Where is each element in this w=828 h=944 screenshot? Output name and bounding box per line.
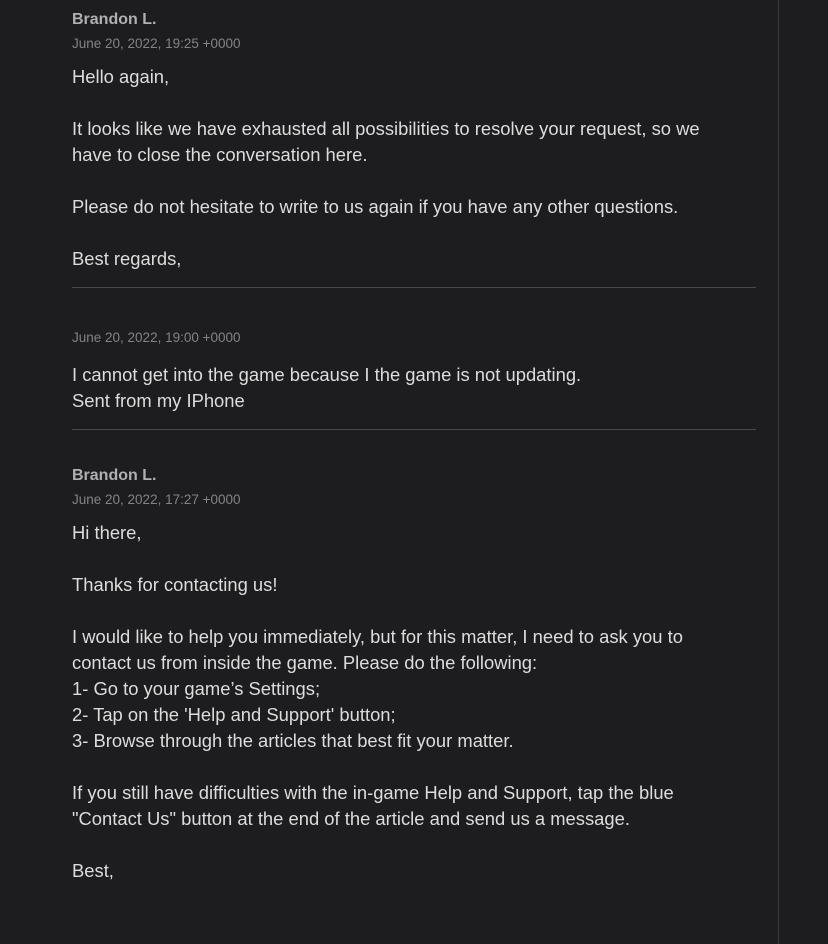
message-line: "Contact Us" button at the end of the article and send us a message.	[72, 808, 630, 829]
message-timestamp: June 20, 2022, 19:25 +0000	[72, 36, 241, 51]
message-timestamp: June 20, 2022, 17:27 +0000	[72, 492, 241, 507]
message-line: I cannot get into the game because I the game is not updating.	[72, 364, 582, 385]
message-paragraph	[72, 858, 756, 884]
message-line: contact us from inside the game. Please do the following:	[72, 652, 538, 673]
message-line: 3- Browse through the articles that best fit your matter.	[72, 730, 514, 751]
message-line: Please do not hesitate to write to us again if you have any other questions.	[72, 196, 679, 217]
message-paragraph	[72, 246, 756, 272]
message-paragraph	[72, 362, 756, 414]
message-item	[72, 0, 756, 272]
message-body	[72, 64, 756, 272]
message-body	[72, 520, 756, 884]
message-author: Brandon L.	[72, 467, 157, 484]
message-timestamp: June 20, 2022, 19:00 +0000	[72, 330, 241, 345]
message-thread	[72, 0, 756, 884]
message-line: have to close the conversation here.	[72, 144, 368, 165]
message-line: Hi there,	[72, 522, 142, 543]
message-line: I would like to help you immediately, but for this matter, I need to ask you to	[72, 626, 683, 647]
message-item	[72, 288, 756, 414]
message-paragraph	[72, 572, 756, 598]
message-line: Best regards,	[72, 248, 182, 269]
message-line: It looks like we have exhausted all possibilities to resolve your request, so we	[72, 118, 700, 139]
message-paragraph	[72, 64, 756, 90]
message-body	[72, 362, 756, 414]
message-paragraph	[72, 520, 756, 546]
message-line: Thanks for contacting us!	[72, 574, 278, 595]
message-item	[72, 430, 756, 884]
message-author: Brandon L.	[72, 11, 157, 28]
message-line: Best,	[72, 860, 114, 881]
message-line: 1- Go to your game’s Settings;	[72, 678, 321, 699]
message-paragraph	[72, 624, 756, 754]
message-line: Hello again,	[72, 66, 170, 87]
message-line: If you still have difficulties with the in-game Help and Support, tap the blue	[72, 782, 674, 803]
message-line: 2- Tap on the 'Help and Support' button;	[72, 704, 396, 725]
message-paragraph	[72, 194, 756, 220]
right-border-line	[778, 0, 779, 944]
message-paragraph	[72, 780, 756, 832]
message-line: Sent from my IPhone	[72, 390, 245, 411]
message-paragraph	[72, 116, 756, 168]
